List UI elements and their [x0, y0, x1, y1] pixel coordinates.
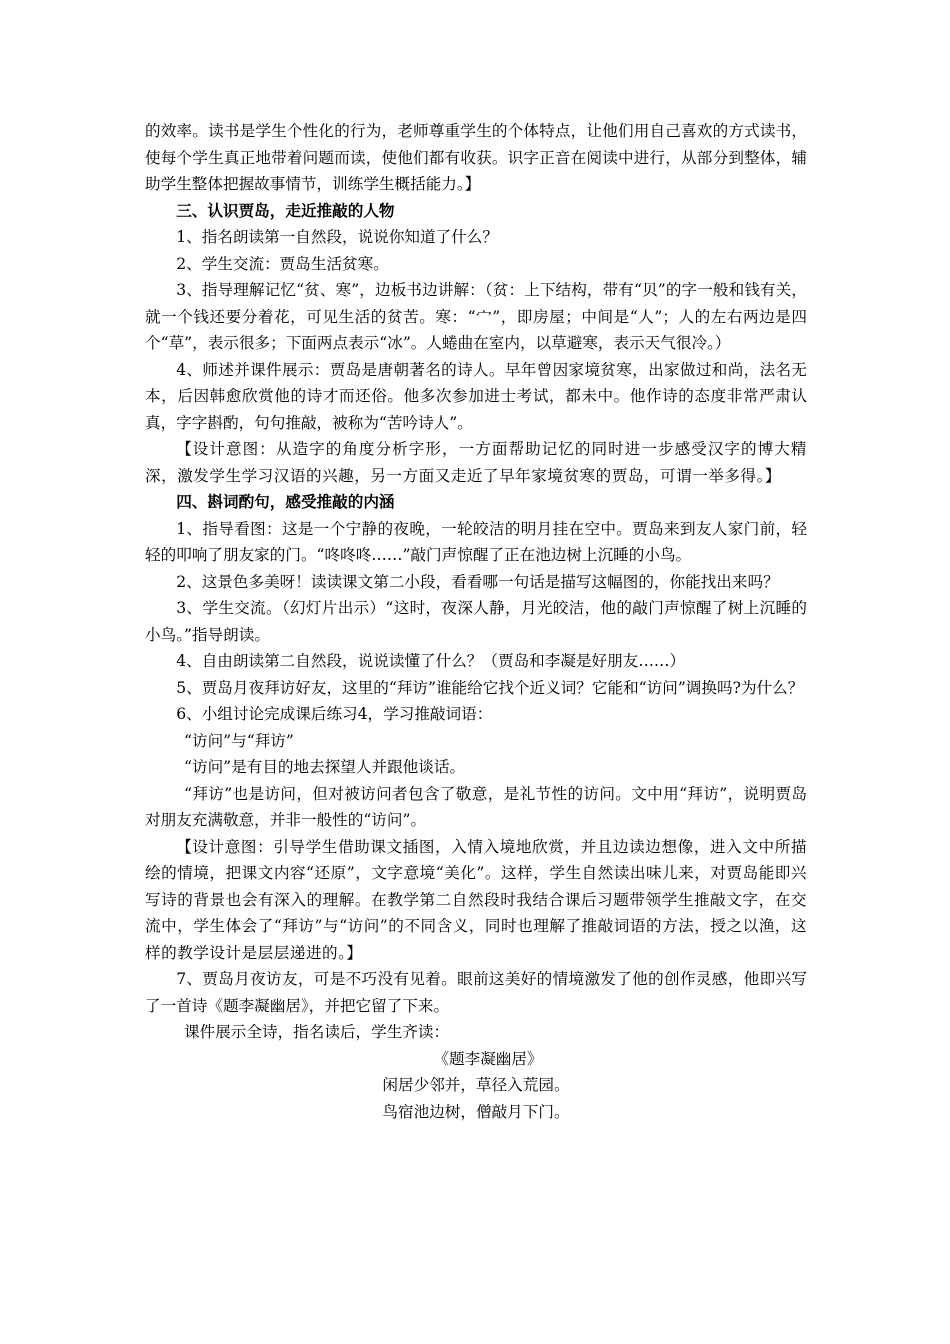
poem-line-1: 闲居少邻并，草径入荒园。	[382, 1076, 570, 1094]
section3-item-2: 2、学生交流：贾岛生活贫寒。	[176, 254, 389, 273]
section3-item-3: 3、指导理解记忆“贫、寒”，边板书边讲解：（贫：上下结构，带有“贝”的字一般和钱有关，就一个钱还要分着花，可见生活的贫苦。寒：“宀”，即房屋；中间是“人”；人的左右两边是四个“草”，表示很多；下面两点表示“冰”。人蜷曲在室内，以草避寒，表示天气很冷。）	[145, 281, 807, 352]
section4-item-5: 5、贾岛月夜拜访好友，这里的“拜访”谁能给它找个近义词？它能和“访问”调换吗?为什么？	[176, 678, 804, 697]
word-compare-visit: “访问”是有目的地去探望人并跟他谈话。	[184, 758, 466, 776]
section4-item-2: 2、这景色多美呀！读读课文第二小段，看看哪一句话是描写这幅图的，你能找出来吗？	[176, 572, 779, 591]
section-heading-4: 四、斟词酌句，感受推敲的内涵	[176, 492, 395, 511]
poem-intro: 课件展示全诗，指名读后，学生齐读：	[184, 1023, 450, 1041]
section4-item-4: 4、自由朗读第二自然段，说说读懂了什么？（贾岛和李凝是好朋友……）	[176, 652, 686, 670]
document-page	[145, 118, 807, 1125]
section3-item-1: 1、指名朗读第一自然段，说说你知道了什么？	[176, 228, 498, 246]
section-heading-3: 三、认识贾岛，走近推敲的人物	[176, 200, 395, 220]
section3-design-intent: 【设计意图：从造字的角度分析字形，一方面帮助记忆的同时进一步感受汉字的博大精深，激发学生学习汉语的兴趣，另一方面又走近了早年家境贫寒的贾岛，可谓一举多得。】	[145, 440, 807, 485]
poem-line-2: 鸟宿池边树，僧敲月下门。	[382, 1102, 570, 1121]
word-compare-pay-visit: “拜访”也是访问，但对被访问者包含了敬意，是礼节性的访问。文中用“拜访”，说明贾岛对朋友充满敬意，并非一般性的“访问”。	[145, 784, 807, 829]
section4-item-7: 7、贾岛月夜访友，可是不巧没有见着。眼前这美好的情境激发了他的创作灵感，他即兴写了一首诗《题李凝幽居》，并把它留了下来。	[145, 970, 807, 1015]
section4-item-3: 3、学生交流。（幻灯片出示）“这时，夜深人静，月光皎洁，他的敲门声惊醒了树上沉睡的小鸟。”指导朗读。	[145, 599, 807, 644]
design-intent-continuation: 的效率。读书是学生个性化的行为，老师尊重学生的个体特点，让他们用自己喜欢的方式读书，使每个学生真正地带着问题而读，使他们都有收获。识字正音在阅读中进行，从部分到整体，辅助学生整体把握故事情节，训练学生概括能力。】	[145, 122, 807, 193]
section4-item-6: 6、小组讨论完成课后练习4，学习推敲词语：	[176, 705, 493, 723]
section4-design-intent: 【设计意图：引导学生借助课文插图，入情入境地欣赏，并且边读边想像，进入文中所描绘的情境，把课文内容“还原”，文字意境“美化”。这样，学生自然读出味儿来，对贾岛能即兴写诗的背景也会有深入的理解。在教学第二自然段时我结合课后习题带领学生推敲文字，在交流中，学生体会了“拜访”与“访问”的不同含义，同时也理解了推敲词语的方法，授之以渔，这样的教学设计是层层递进的。】	[145, 837, 807, 962]
poem-title: 《题李凝幽居》	[433, 1049, 543, 1068]
section4-item-1: 1、指导看图：这是一个宁静的夜晚，一轮皎洁的明月挂在空中。贾岛来到友人家门前，轻轻的叩响了朋友家的门。“咚咚咚……”敲门声惊醒了正在池边树上沉睡的小鸟。	[145, 519, 807, 564]
word-compare-title: “访问”与“拜访”	[184, 731, 294, 750]
section3-item-4: 4、师述并课件展示：贾岛是唐朝著名的诗人。早年曾因家境贫寒，出家做过和尚，法名无本，后因韩愈欣赏他的诗才而还俗。他多次参加进士考试，都未中。他作诗的态度非常严肃认真，字字斟酌，句句推敲，被称为“苦吟诗人”。	[145, 360, 807, 432]
